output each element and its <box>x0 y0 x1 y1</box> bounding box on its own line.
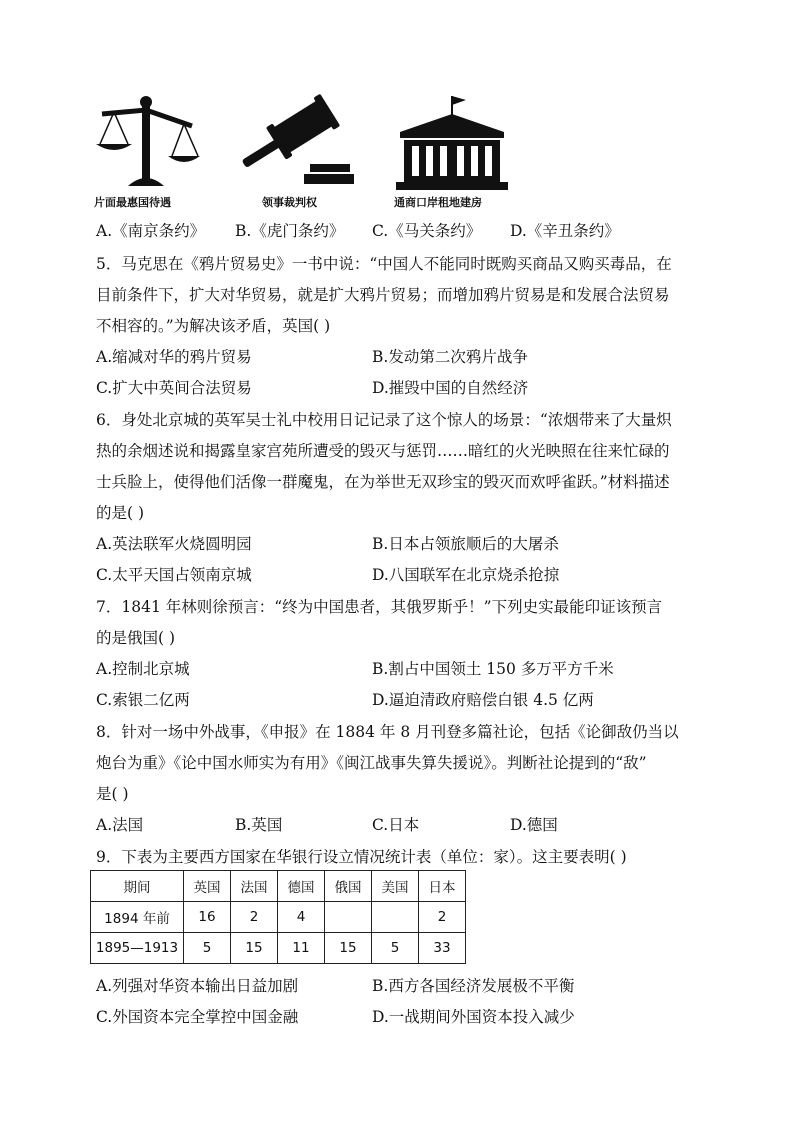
q7-stem-line: 7．1841 年林则徐预言：“终为中国患者，其俄罗斯乎！”下列史实最能印证该预言 <box>96 598 663 616</box>
q7-option-c[interactable]: C.索银二亿两 <box>96 691 190 709</box>
q5-stem-line: 目前条件下，扩大对华贸易，就是扩大鸦片贸易；而增加鸦片贸易是和发展合法贸易 <box>96 286 670 304</box>
gavel-icon <box>234 92 354 192</box>
question-4-images <box>92 92 512 214</box>
q6-stem-line: 热的余烟述说和揭露皇家宫苑所遭受的毁灭与惩罚……暗红的火光映照在往来忙碌的 <box>96 442 670 460</box>
table-cell <box>372 902 419 933</box>
image-caption: 领事裁判权 <box>262 196 317 209</box>
table-header-cell: 法国 <box>231 871 278 902</box>
q9-option-b[interactable]: B.西方各国经济发展极不平衡 <box>372 977 575 995</box>
table-cell: 33 <box>419 933 466 964</box>
table-cell: 5 <box>184 933 231 964</box>
table-header-cell: 俄国 <box>325 871 372 902</box>
building-icon <box>392 92 512 192</box>
q5-option-d[interactable]: D.摧毁中国的自然经济 <box>372 379 529 397</box>
q8-stem-line: 是( ) <box>96 785 129 803</box>
table-cell: 15 <box>325 933 372 964</box>
table-cell <box>325 902 372 933</box>
table-row <box>91 902 466 933</box>
q9-option-d[interactable]: D.一战期间外国资本投入减少 <box>372 1008 575 1026</box>
table-cell: 16 <box>184 902 231 933</box>
q5-stem-line: 不相容的。”为解决该矛盾，英国( ) <box>96 317 331 335</box>
bank-statistics-table <box>90 870 466 964</box>
q4-option-a[interactable]: A.《南京条约》 <box>96 222 206 240</box>
q5-option-b[interactable]: B.发动第二次鸦片战争 <box>372 348 528 366</box>
table-cell: 1894 年前 <box>91 902 184 933</box>
table-header-cell: 美国 <box>372 871 419 902</box>
building-image <box>392 92 512 209</box>
scales-image <box>92 92 202 209</box>
table-header-cell: 德国 <box>278 871 325 902</box>
q4-option-c[interactable]: C.《马关条约》 <box>372 222 482 240</box>
q6-option-b[interactable]: B.日本占领旅顺后的大屠杀 <box>372 535 559 553</box>
q9-stem-line: 9．下表为主要西方国家在华银行设立情况统计表（单位：家）。这主要表明( ) <box>96 848 627 866</box>
image-caption: 片面最惠国待遇 <box>94 196 171 209</box>
q8-option-b[interactable]: B.英国 <box>235 816 283 834</box>
table-cell: 2 <box>231 902 278 933</box>
table-cell: 1895—1913 <box>91 933 184 964</box>
table-cell: 2 <box>419 902 466 933</box>
q7-option-d[interactable]: D.逼迫清政府赔偿白银 4.5 亿两 <box>372 691 594 709</box>
table-header-cell: 英国 <box>184 871 231 902</box>
q8-stem-line: 8．针对一场中外战事，《申报》在 1884 年 8 月刊登多篇社论，包括《论御敌仍当以 <box>96 723 679 741</box>
table-header-cell: 日本 <box>419 871 466 902</box>
q5-option-a[interactable]: A.缩减对华的鸦片贸易 <box>96 348 252 366</box>
q8-option-d[interactable]: D.德国 <box>510 816 558 834</box>
table-cell: 15 <box>231 933 278 964</box>
gavel-image <box>234 92 354 209</box>
q8-stem-line: 炮台为重》《论中国水师实为有用》《闽江战事失算失援说》。判断社论提到的“敌” <box>96 754 647 772</box>
q7-stem-line: 的是俄国( ) <box>96 629 176 647</box>
table-header-row <box>91 871 466 902</box>
q8-option-c[interactable]: C.日本 <box>372 816 420 834</box>
q6-stem-line: 士兵脸上，使得他们活像一群魔鬼，在为举世无双珍宝的毁灭而欢呼雀跃。”材料描述 <box>96 473 670 491</box>
image-caption: 通商口岸租地建房 <box>394 196 482 209</box>
table-cell: 11 <box>278 933 325 964</box>
q7-option-a[interactable]: A.控制北京城 <box>96 660 190 678</box>
q5-option-c[interactable]: C.扩大中英间合法贸易 <box>96 379 252 397</box>
q6-stem-line: 6．身处北京城的英军吴士礼中校用日记记录了这个惊人的场景：“浓烟带来了大量炽 <box>96 411 672 429</box>
q7-option-b[interactable]: B.割占中国领土 150 多万平方千米 <box>372 660 614 678</box>
table-header-cell: 期间 <box>91 871 184 902</box>
table-cell: 4 <box>278 902 325 933</box>
q5-stem-line: 5．马克思在《鸦片贸易史》一书中说：“中国人不能同时既购买商品又购买毒品，在 <box>96 255 672 273</box>
q4-option-b[interactable]: B.《虎门条约》 <box>235 222 345 240</box>
scales-icon <box>92 92 202 192</box>
table-cell: 5 <box>372 933 419 964</box>
q6-option-a[interactable]: A.英法联军火烧圆明园 <box>96 535 252 553</box>
q9-option-c[interactable]: C.外国资本完全掌控中国金融 <box>96 1008 299 1026</box>
q6-option-d[interactable]: D.八国联军在北京烧杀抢掠 <box>372 566 560 584</box>
q8-option-a[interactable]: A.法国 <box>96 816 144 834</box>
table-row <box>91 933 466 964</box>
q4-option-d[interactable]: D.《辛丑条约》 <box>510 222 620 240</box>
q9-option-a[interactable]: A.列强对华资本输出日益加剧 <box>96 977 299 995</box>
q6-option-c[interactable]: C.太平天国占领南京城 <box>96 566 252 584</box>
q6-stem-line: 的是( ) <box>96 504 145 522</box>
